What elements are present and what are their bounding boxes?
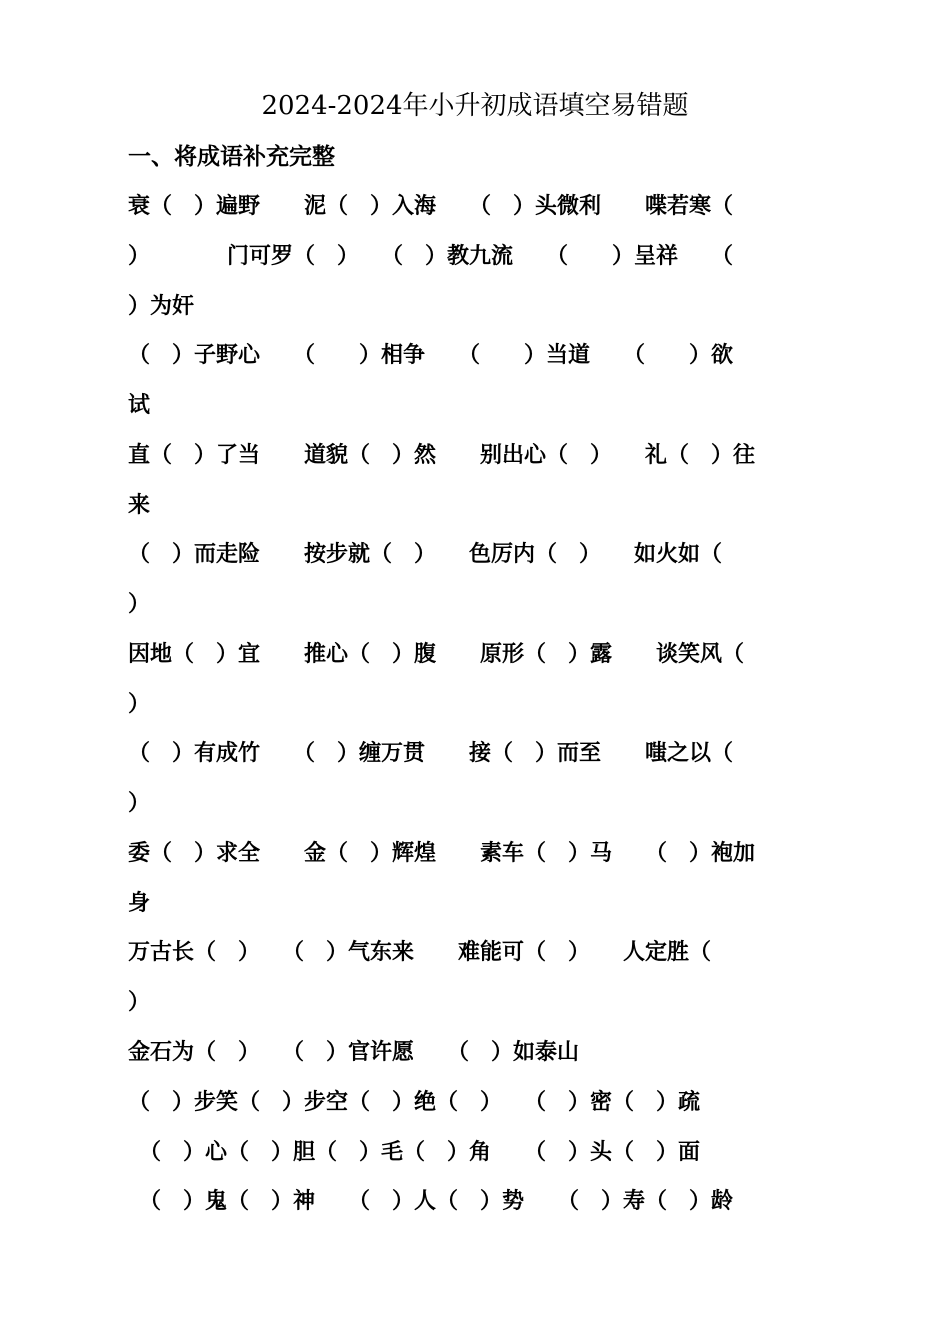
- text-line: 来: [128, 493, 151, 518]
- text-line: ）为奸: [128, 294, 195, 319]
- text-line: 试: [128, 393, 151, 418]
- text-line: ）: [128, 692, 151, 717]
- text-line: 委（ ）求全 金（ ）辉煌 素车（ ）马 （ ）袍加: [128, 841, 756, 866]
- text-line: （ ）有成竹 （ ）缠万贯 接（ ）而至 嗤之以（: [128, 741, 734, 766]
- text-line: ）: [128, 990, 151, 1015]
- text-line: （ ）而走险 按步就（ ） 色厉内（ ） 如火如（: [128, 542, 723, 567]
- text-line: 身: [128, 891, 151, 916]
- text-line: （ ）心（ ）胆（ ）毛（ ）角 （ ）头（ ）面: [128, 1140, 701, 1165]
- text-line: 万古长（ ） （ ）气东来 难能可（ ） 人定胜（: [128, 940, 712, 965]
- text-line: （ ）步笑（ ）步空（ ）绝（ ） （ ）密（ ）疏: [128, 1090, 701, 1115]
- text-line: 因地（ ）宜 推心（ ）腹 原形（ ）露 谈笑风（: [128, 642, 745, 667]
- text-line: ） 门可罗（ ） （ ）教九流 （ ）呈祥 （: [128, 244, 734, 269]
- text-line: 衰（ ）遍野 泥（ ）入海 （ ）头微利 喋若寒（: [128, 194, 734, 219]
- text-line: （ ）子野心 （ ）相争 （ ）当道 （ ）欲: [128, 343, 734, 368]
- text-line: ）: [128, 592, 151, 617]
- text-line: 直（ ）了当 道貌（ ）然 别出心（ ） 礼（ ）往: [128, 443, 756, 468]
- text-line: ）: [128, 791, 151, 816]
- text-line: 金石为（ ） （ ）官许愿 （ ）如泰山: [128, 1040, 580, 1065]
- text-line: （ ）鬼（ ）神 （ ）人（ ）势 （ ）寿（ ）龄: [128, 1189, 734, 1214]
- section-heading: 一、将成语补充完整: [128, 144, 335, 170]
- page-title: 2024-2024年小升初成语填空易错题: [261, 91, 689, 121]
